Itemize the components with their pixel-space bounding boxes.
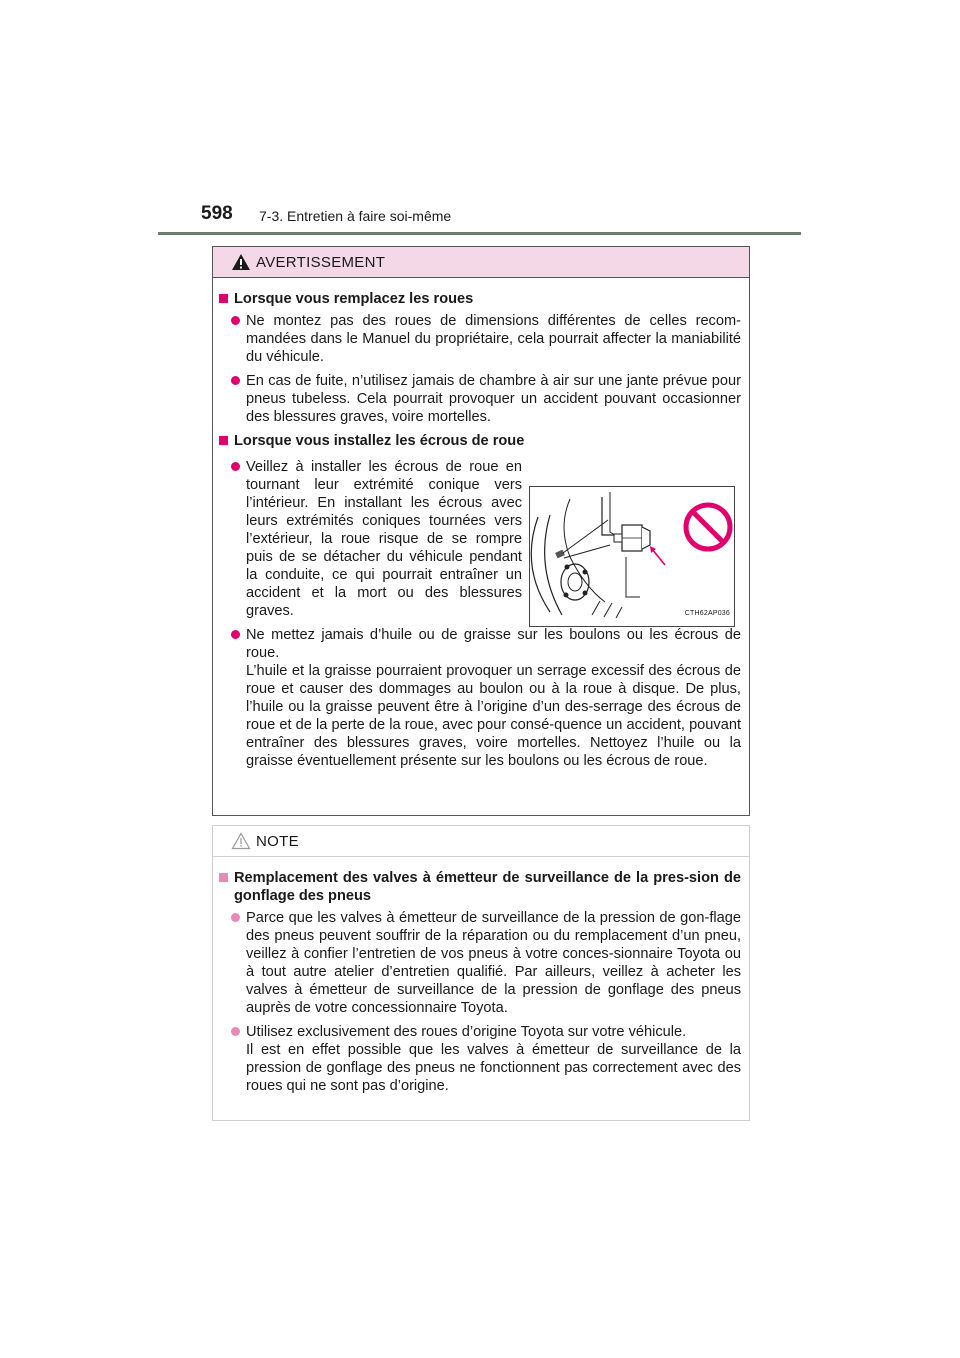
note-content bbox=[213, 857, 749, 1095]
list-item: Utilisez exclusivement des roues d’origine Toyota sur votre véhicule. Il est en effet possible que les valves à émetteur de surveillance de la pression de gonflage des pneus ne fonctionnent pas correctement avec des roues qui ne sont pas d’origine. bbox=[231, 1023, 741, 1095]
caution-triangle-icon bbox=[231, 832, 251, 850]
list-item: Veillez à installer les écrous de roue en tournant leur extrémité conique vers l’intérieur. En installant les écrous avec leurs extrémités coniques tournées vers l’extérieur, la roue risque de se rompre puis de se détacher du véhicule pendant la conduite, ce qui pourrait entraîner un accident et la mort ou des blessures graves. bbox=[231, 458, 741, 620]
square-bullet-icon bbox=[219, 294, 228, 303]
header-rule bbox=[158, 232, 801, 235]
warning-header bbox=[213, 247, 749, 278]
page-number: 598 bbox=[201, 203, 233, 224]
figure-label: CTH62AP036 bbox=[684, 610, 730, 617]
list-item: Ne montez pas des roues de dimensions différentes de celles recom-mandées dans le Manuel du propriétaire, cela pourrait affecter la maniabilité du véhicule. bbox=[231, 312, 741, 366]
note-title: NOTE bbox=[256, 833, 299, 850]
note-section-heading: Remplacement des valves à émetteur de surveillance de la pres-sion de gonflage des pneus bbox=[219, 869, 741, 905]
page-header bbox=[0, 0, 960, 240]
round-bullet-icon bbox=[231, 1027, 240, 1036]
warning-box bbox=[212, 246, 750, 816]
round-bullet-icon bbox=[231, 630, 240, 639]
square-bullet-icon bbox=[219, 873, 228, 882]
warning-title: AVERTISSEMENT bbox=[256, 254, 386, 271]
list-item: Parce que les valves à émetteur de surveillance de la pression de gon-flage des pneus peuvent souffrir de la réparation ou du remplacement d’un pneu, veillez à confier l’entretien de vos pneus à votre conces-sionnaire Toyota ou à tout autre atelier d’entretien qualifié. Par ailleurs, veillez à acheter les valves à émetteur de surveillance de la pression de gonflage des pneus auprès de votre concessionnaire Toyota. bbox=[231, 909, 741, 1017]
round-bullet-icon bbox=[231, 913, 240, 922]
list-item: En cas de fuite, n’utilisez jamais de chambre à air sur une jante prévue pour pneus tubeless. Cela pourrait provoquer un accident pouvant occasionner des blessures graves, voire mortelles. bbox=[231, 372, 741, 426]
warning-triangle-icon bbox=[231, 253, 251, 271]
warning-section-heading: Lorsque vous installez les écrous de roue bbox=[219, 432, 741, 450]
round-bullet-icon bbox=[231, 462, 240, 471]
note-header bbox=[213, 826, 749, 857]
square-bullet-icon bbox=[219, 436, 228, 445]
list-item: Ne mettez jamais d’huile ou de graisse sur les boulons ou les écrous de roue. L’huile et la graisse pourraient provoquer un serrage excessif des écrous de roue et causer des dommages au boulon ou à la roue à disque. De plus, l’huile ou la graisse peuvent être à l’origine d’un des-serrage des écrous de roue et de la perte de la roue, avec pour consé-quence un accident, pouvant entraîner des blessures graves, voire mortelles. Nettoyez l’huile ou la graisse éventuellement présente sur les boulons ou les écrous de roue. bbox=[231, 626, 741, 770]
note-box bbox=[212, 825, 750, 1121]
round-bullet-icon bbox=[231, 316, 240, 325]
warning-content bbox=[213, 278, 749, 770]
round-bullet-icon bbox=[231, 376, 240, 385]
section-title: 7-3. Entretien à faire soi-même bbox=[259, 208, 452, 224]
warning-section-heading: Lorsque vous remplacez les roues bbox=[219, 290, 741, 308]
wheel-nut-figure bbox=[529, 486, 735, 627]
